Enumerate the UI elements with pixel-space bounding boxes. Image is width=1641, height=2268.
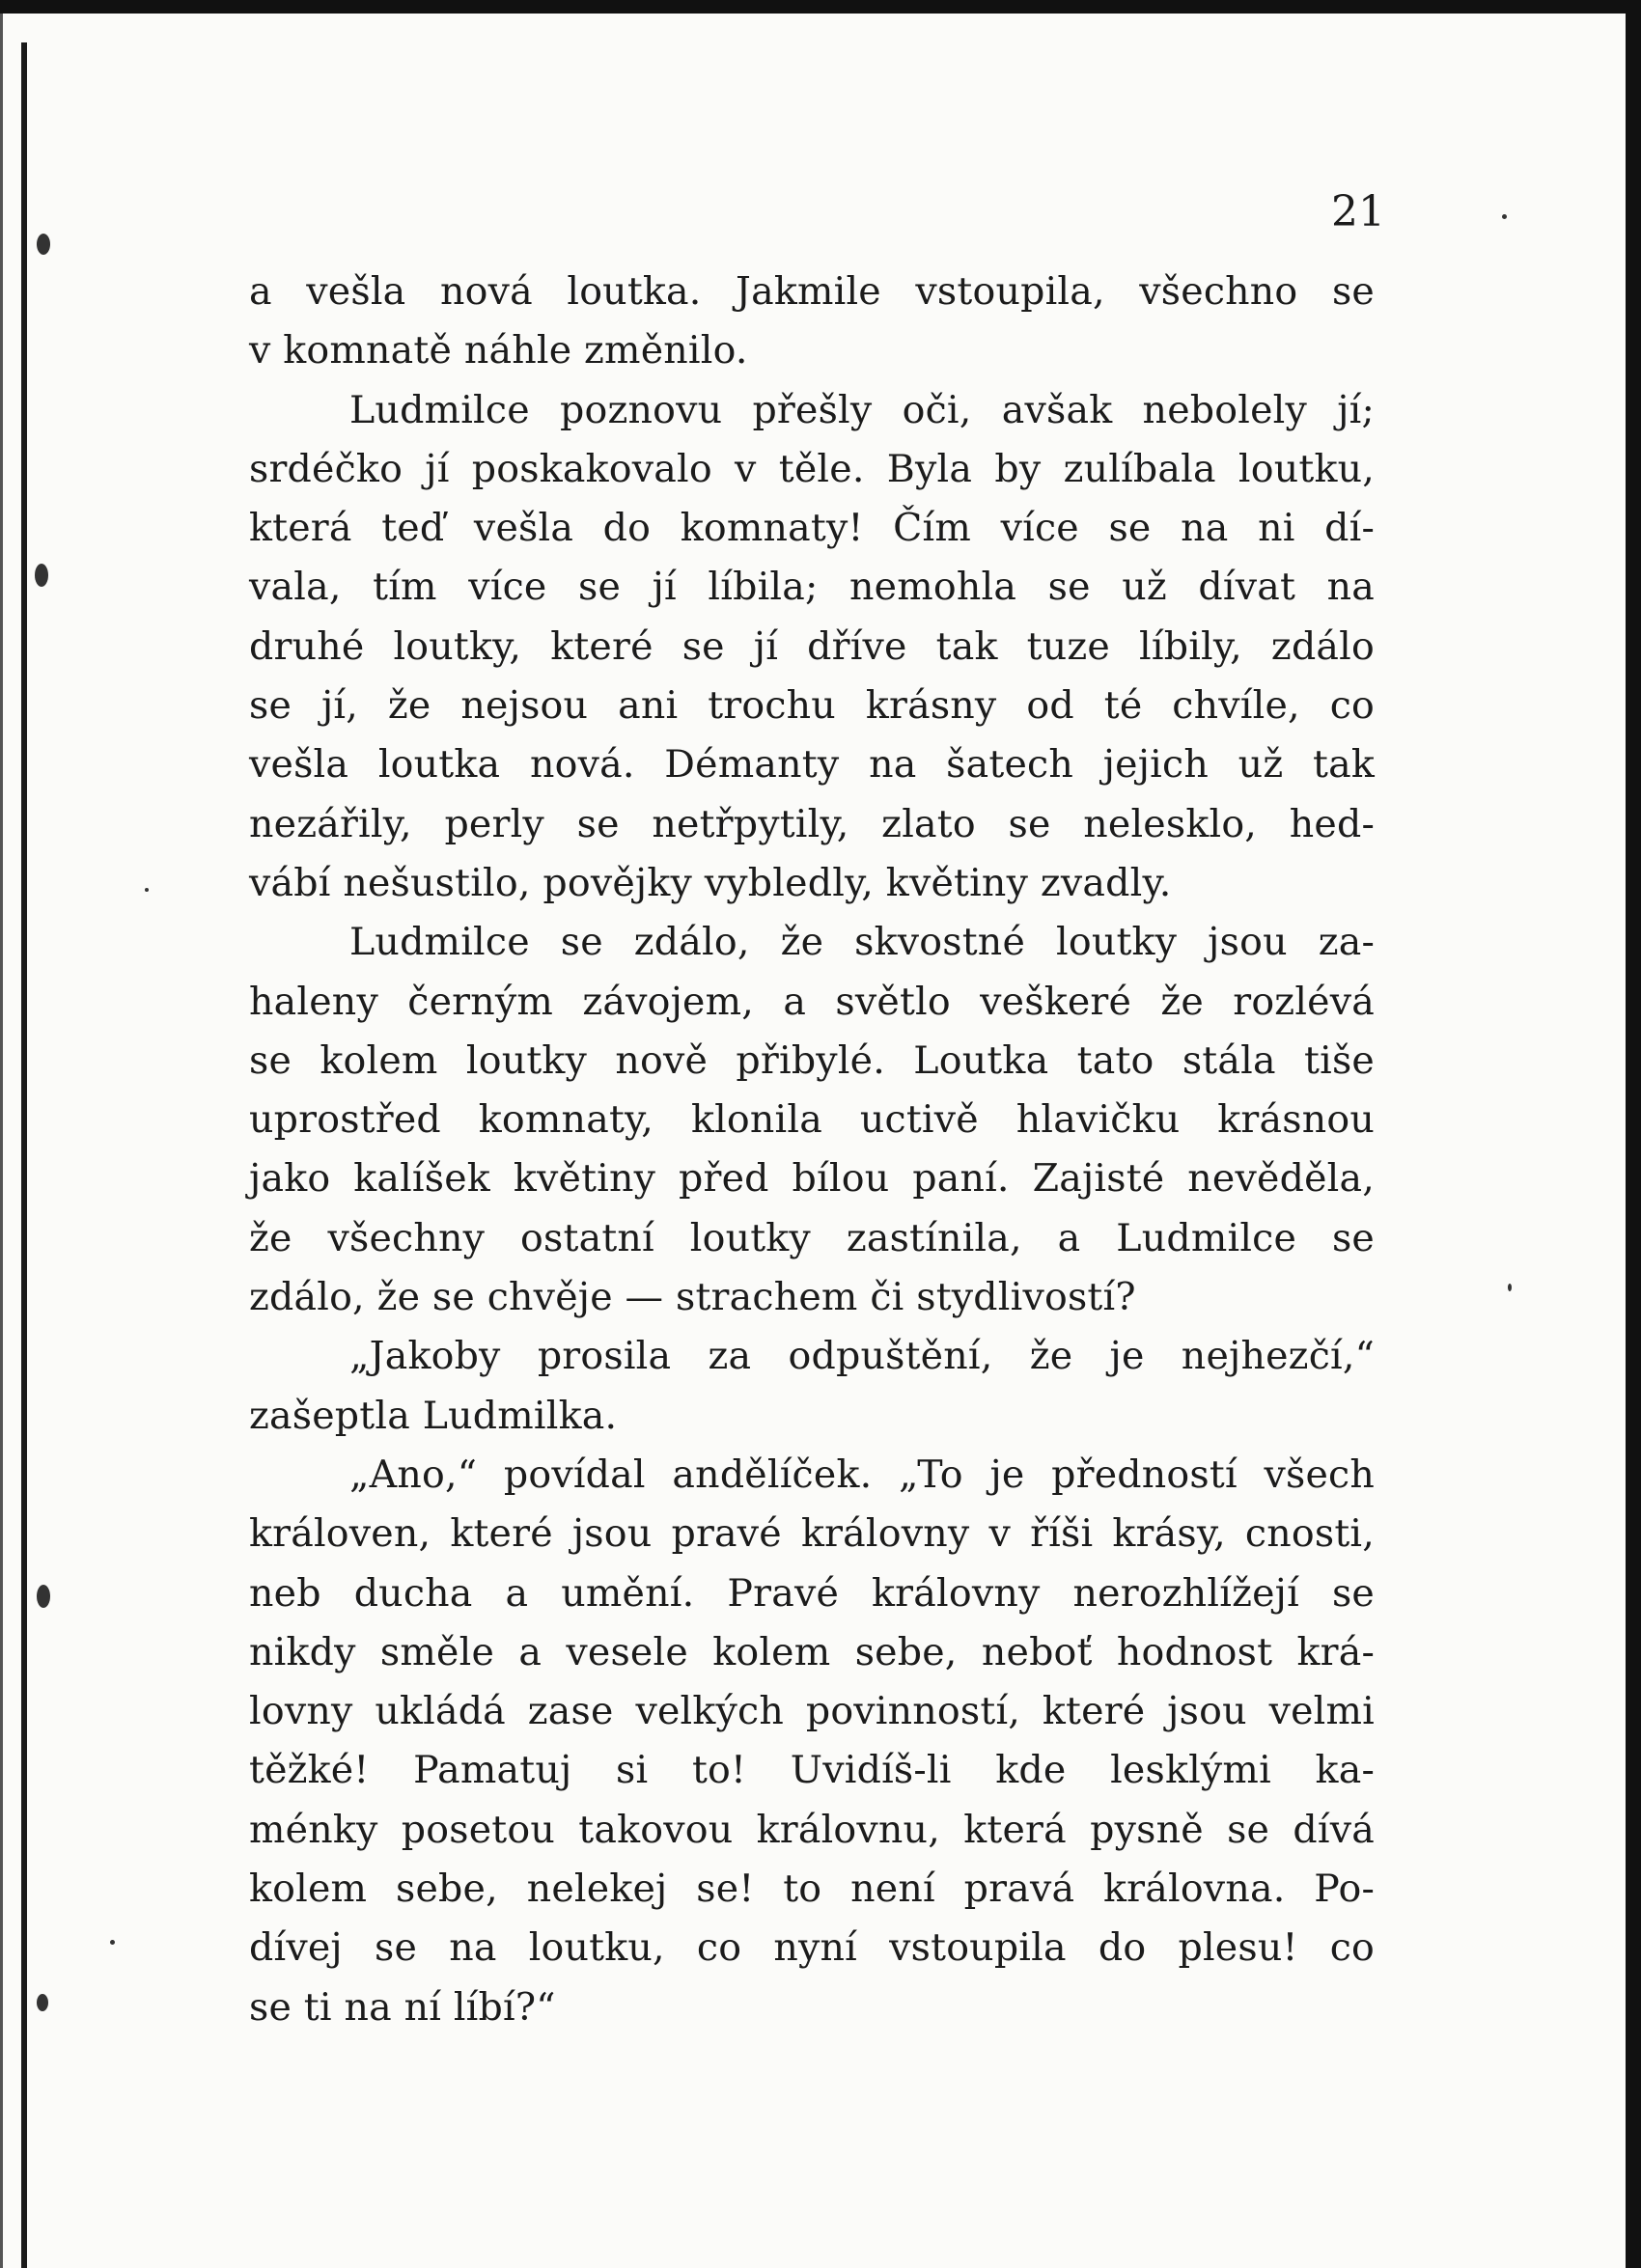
text-line: nikdy směle a vesele kolem sebe, neboť hodnost krá- (249, 1629, 1375, 1674)
text-line: ménky posetou takovou královnu, která pysně se dívá (249, 1807, 1375, 1852)
text-line: jako kalíšek květiny před bílou paní. Zajisté nevěděla, (249, 1156, 1375, 1202)
print-speck (35, 564, 48, 587)
text-line: těžké! Pamatuj si to! Uvidíš-li kde lesklými ka- (249, 1748, 1375, 1793)
print-speck (37, 234, 50, 255)
print-speck (1502, 214, 1507, 219)
text-line: vešla loutka nová. Démanty na šatech jejich už tak (249, 742, 1375, 788)
text-line: druhé loutky, které se jí dříve tak tuze líbily, zdálo (249, 623, 1375, 669)
text-line: srdéčko jí poskakovalo v těle. Byla by zulíbala loutku, (249, 446, 1375, 491)
text-line: se ti na ní líbí?“ (249, 1984, 556, 2030)
page-binding-edge (21, 42, 27, 2268)
text-line: Ludmilce poznovu přešly oči, avšak nebolely jí; (349, 387, 1375, 432)
text-line: která teď vešla do komnaty! Čím více se na ni dí- (249, 506, 1375, 551)
text-line: zdálo, že se chvěje — strachem či stydlivostí? (249, 1275, 1136, 1320)
text-line: že všechny ostatní loutky zastínila, a Ludmilce se (249, 1215, 1375, 1260)
text-line: vala, tím více se jí líbila; nemohla se už dívat na (249, 565, 1375, 610)
text-line: v komnatě náhle změnilo. (249, 328, 748, 373)
text-line: a vešla nová loutka. Jakmile vstoupila, všechno se (249, 269, 1375, 314)
text-line: kolem sebe, nelekej se! to není pravá královna. Po- (249, 1867, 1375, 1912)
text-line: se jí, že nejsou ani trochu krásny od té chvíle, co (249, 683, 1375, 729)
print-speck (37, 1585, 50, 1608)
print-speck (1508, 1284, 1512, 1291)
text-line: lovny ukládá zase velkých povinností, které jsou velmi (249, 1689, 1375, 1734)
text-line: zašeptla Ludmilka. (249, 1393, 618, 1438)
print-speck (37, 1994, 48, 2011)
text-line: uprostřed komnaty, klonila uctivě hlavičku krásnou (249, 1097, 1375, 1143)
text-line: královen, které jsou pravé královny v říši krásy, cnosti, (249, 1511, 1375, 1557)
text-line: nezářily, perly se netřpytily, zlato se nelesklo, hed- (249, 801, 1375, 846)
text-line: „Jakoby prosila za odpuštění, že je nejhezčí,“ (349, 1334, 1375, 1379)
text-line: haleny černým závojem, a světlo veškeré že rozlévá (249, 979, 1375, 1024)
page-left-shadow (0, 14, 3, 2268)
body-text (249, 263, 1375, 2037)
text-line: Ludmilce se zdálo, že skvostné loutky jsou za- (349, 920, 1375, 965)
text-line: neb ducha a umění. Pravé královny nerozhlížejí se (249, 1570, 1375, 1616)
print-speck (110, 1940, 115, 1945)
print-speck (145, 888, 149, 892)
text-line: „Ano,“ povídal andělíček. „To je předností všech (349, 1452, 1375, 1497)
text-line: vábí nešustilo, povějky vybledly, květiny zvadly. (249, 860, 1172, 905)
text-line: dívej se na loutku, co nyní vstoupila do plesu! co (249, 1925, 1375, 1971)
page-number: 21 (1331, 187, 1385, 236)
text-line: se kolem loutky nově přibylé. Loutka tato stála tiše (249, 1037, 1375, 1083)
